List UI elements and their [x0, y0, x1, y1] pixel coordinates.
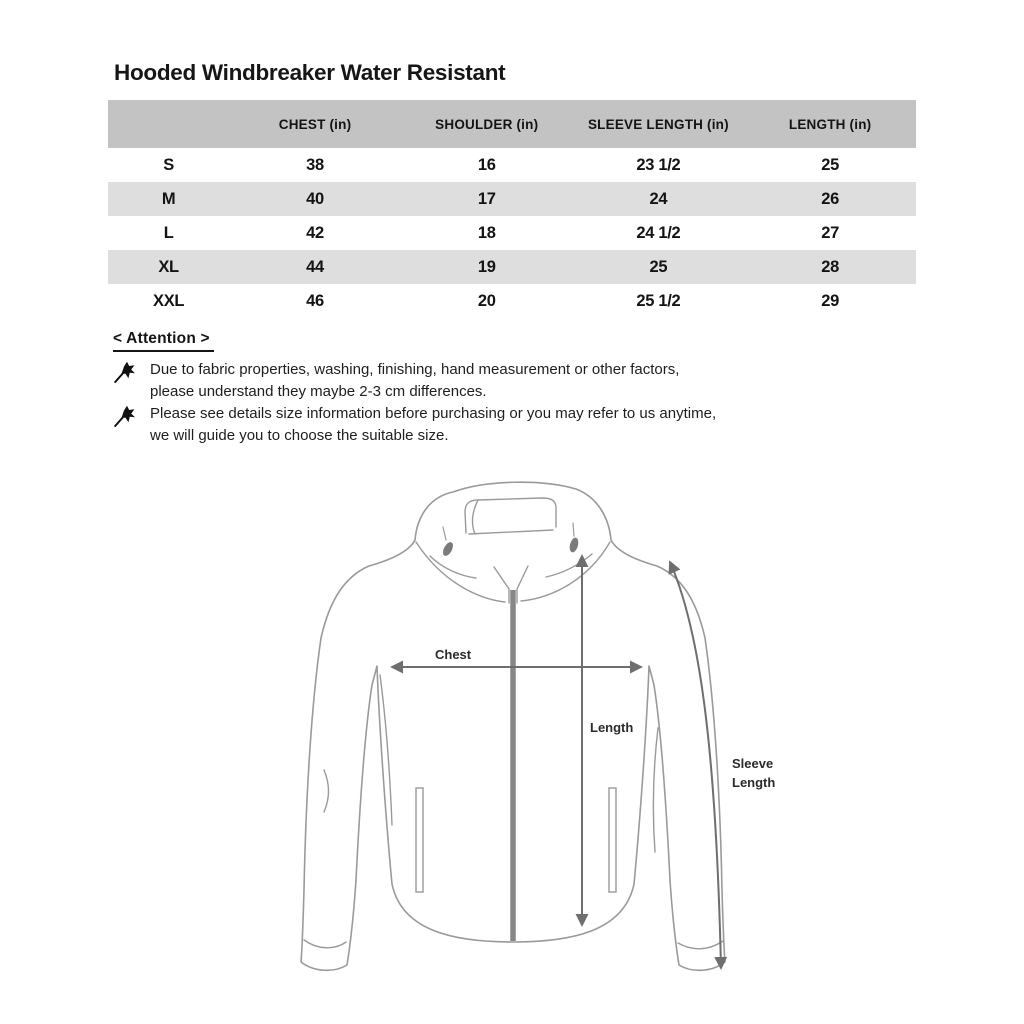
size-cell: L	[163, 223, 174, 242]
sleeve-length-label-line1: Sleeve	[732, 756, 774, 771]
chest-cell: 42	[306, 223, 324, 242]
table-row-xxl	[108, 284, 916, 318]
sleeve-cell: 25	[649, 257, 668, 276]
note-line: please understand they maybe 2-3 cm differences.	[150, 382, 487, 400]
sleeve-cell: 24 1/2	[636, 223, 681, 242]
note-line: Due to fabric properties, washing, finishing, hand measurement or other factors,	[150, 361, 680, 378]
jacket-measurement-diagram	[280, 470, 800, 1024]
chest-cell: 46	[306, 291, 324, 310]
chest-cell: 38	[306, 155, 324, 174]
shoulder-cell: 17	[477, 189, 496, 208]
length-cell: 26	[821, 189, 839, 208]
header-row	[108, 100, 916, 148]
length-cell: 28	[821, 257, 839, 276]
shoulder-cell: 19	[477, 257, 496, 276]
col-header-chest: CHEST (in)	[229, 100, 401, 148]
shoulder-cell: 20	[477, 291, 496, 310]
attention-heading: < Attention >	[113, 330, 214, 352]
shoulder-cell: 18	[477, 223, 496, 242]
pocket-left	[416, 788, 423, 892]
col-header-length: LENGTH (in)	[744, 100, 916, 148]
pushpin-icon	[113, 360, 137, 384]
length-cell: 25	[821, 155, 839, 174]
chest-cell: 40	[306, 189, 324, 208]
col-header-shoulder: SHOULDER (in)	[401, 100, 573, 148]
size-cell: S	[163, 155, 174, 174]
sleeve-cell: 25 1/2	[636, 291, 681, 310]
note-line: we will guide you to choose the suitable size.	[150, 426, 449, 444]
length-cell: 29	[821, 291, 839, 310]
attention-note-2	[113, 403, 716, 446]
table-row-xl	[108, 250, 916, 284]
shoulder-cell: 16	[477, 155, 496, 174]
size-chart-table	[108, 100, 916, 318]
table-row-m	[108, 182, 916, 216]
sleeve-cell: 24	[649, 189, 668, 208]
length-label: Length	[590, 720, 634, 735]
chest-label: Chest	[435, 647, 472, 662]
chest-cell: 44	[306, 257, 324, 276]
length-cell: 27	[821, 223, 839, 242]
size-cell: XXL	[152, 291, 185, 310]
table-row-l	[108, 216, 916, 250]
note-text	[150, 359, 679, 402]
sleeve-length-label-line2: Length	[732, 775, 776, 790]
col-header-size	[108, 100, 229, 148]
pocket-right	[609, 788, 616, 892]
size-cell: M	[161, 189, 176, 208]
attention-note-1	[113, 359, 716, 402]
page-title: Hooded Windbreaker Water Resistant	[114, 60, 506, 85]
size-cell: XL	[158, 257, 179, 276]
note-line: Please see details size information before purchasing or you may refer to us anytime,	[150, 405, 717, 422]
pushpin-icon	[113, 404, 137, 428]
attention-section	[113, 330, 716, 446]
sleeve-cell: 23 1/2	[636, 155, 681, 174]
note-text	[150, 403, 716, 446]
col-header-sleeve-length: SLEEVE LENGTH (in)	[573, 100, 745, 148]
table-row-s	[108, 148, 916, 182]
